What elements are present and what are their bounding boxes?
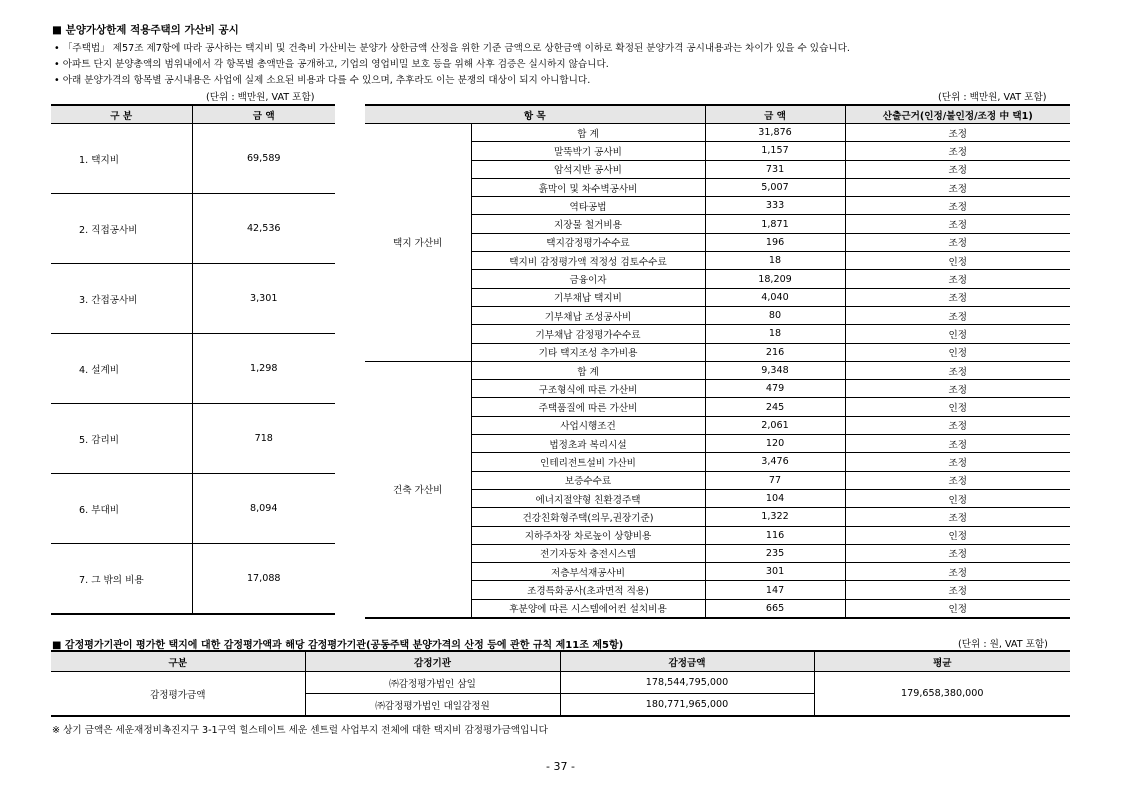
table-row	[365, 416, 1070, 434]
table-row	[365, 270, 1070, 288]
table-row	[365, 197, 1070, 215]
item-name: 말뚝박기 공사비	[471, 142, 705, 160]
appraisal-label: 감정평가금액	[51, 672, 305, 717]
item-basis: 인정	[845, 343, 1070, 361]
section-title: ■ 분양가상한제 적용주택의 가산비 공시	[52, 24, 239, 36]
item-basis: 조정	[845, 197, 1070, 215]
table-row	[365, 526, 1070, 544]
table-row	[365, 489, 1070, 507]
header-amount: 금 액	[705, 105, 845, 124]
row-label: 5. 감리비	[51, 404, 192, 474]
item-name: 구조형식에 따른 가산비	[471, 380, 705, 398]
table-row	[365, 563, 1070, 581]
item-amount: 731	[705, 160, 845, 178]
item-amount: 120	[705, 435, 845, 453]
bullet-3: • 아래 분양가격의 항목별 공시내용은 사업에 실제 소요된 비용과 다를 수 있으며, 추후라도 이는 분쟁의 대상이 되지 아니합니다.	[54, 75, 591, 86]
item-amount: 104	[705, 489, 845, 507]
item-amount: 116	[705, 526, 845, 544]
appraisal-unit-label: (단위 : 원, VAT 포함)	[958, 639, 1048, 650]
table-row	[365, 453, 1070, 471]
item-amount: 479	[705, 380, 845, 398]
item-name: 암석지반 공사비	[471, 160, 705, 178]
table-row	[365, 343, 1070, 361]
right-unit-label: (단위 : 백만원, VAT 포함)	[938, 92, 1047, 103]
item-name: 역타공법	[471, 197, 705, 215]
item-name: 건강친화형주택(의무,권장기준)	[471, 508, 705, 526]
table-row	[51, 404, 335, 474]
item-amount: 196	[705, 233, 845, 251]
footnote: ※ 상기 금액은 세운재정비촉진지구 3-1구역 힐스테이트 세운 센트럴 사업부지 전체에 대한 택지비 감정평가금액입니다	[52, 725, 548, 736]
table-row	[365, 306, 1070, 324]
appraised-amount: 178,544,795,000	[560, 672, 814, 694]
table-row	[365, 508, 1070, 526]
row-label: 1. 택지비	[51, 124, 192, 194]
item-basis: 조정	[845, 160, 1070, 178]
table-row	[365, 325, 1070, 343]
item-name: 전기자동차 충전시스템	[471, 544, 705, 562]
item-name: 합 계	[471, 124, 705, 142]
item-name: 합 계	[471, 361, 705, 379]
appraised-amount: 180,771,965,000	[560, 694, 814, 717]
item-name: 지장물 철거비용	[471, 215, 705, 233]
item-basis: 조정	[845, 380, 1070, 398]
table-row	[365, 544, 1070, 562]
item-amount: 2,061	[705, 416, 845, 434]
item-amount: 665	[705, 599, 845, 618]
header-basis: 산출근거(인정/불인정/조정 中 택1)	[845, 105, 1070, 124]
item-amount: 4,040	[705, 288, 845, 306]
item-amount: 9,348	[705, 361, 845, 379]
item-name: 조경특화공사(초과면적 적용)	[471, 581, 705, 599]
table-row	[365, 471, 1070, 489]
item-name: 지하주차장 차로높이 상향비용	[471, 526, 705, 544]
appraisal-title: ■ 감정평가기관이 평가한 택지에 대한 감정평가액과 해당 감정평가기관(공동주택 분양가격의 산정 등에 관한 규칙 제11조 제5항)	[52, 640, 624, 651]
item-basis: 조정	[845, 288, 1070, 306]
item-basis: 조정	[845, 124, 1070, 142]
item-amount: 5,007	[705, 178, 845, 196]
item-basis: 조정	[845, 563, 1070, 581]
item-basis: 인정	[845, 252, 1070, 270]
table-row	[365, 398, 1070, 416]
appraisal-table	[51, 650, 1070, 717]
agency-name: ㈜감정평가법인 삼일	[305, 672, 560, 694]
row-label: 4. 설계비	[51, 334, 192, 404]
item-amount: 235	[705, 544, 845, 562]
item-name: 택지비 감정평가액 적정성 검토수수료	[471, 252, 705, 270]
table-row	[365, 599, 1070, 618]
item-name: 주택품질에 따른 가산비	[471, 398, 705, 416]
cost-summary-table	[51, 104, 335, 615]
item-amount: 1,871	[705, 215, 845, 233]
category-label: 택지 가산비	[365, 124, 471, 362]
table-row	[365, 380, 1070, 398]
table-row	[51, 334, 335, 404]
item-amount: 18	[705, 252, 845, 270]
item-amount: 18,209	[705, 270, 845, 288]
item-basis: 조정	[845, 416, 1070, 434]
item-amount: 31,876	[705, 124, 845, 142]
table-row	[51, 124, 335, 194]
item-basis: 조정	[845, 361, 1070, 379]
table-row	[365, 361, 1070, 379]
item-amount: 18	[705, 325, 845, 343]
item-name: 기부채납 감정평가수수료	[471, 325, 705, 343]
item-basis: 조정	[845, 270, 1070, 288]
row-amount: 17,088	[246, 573, 281, 584]
item-amount: 216	[705, 343, 845, 361]
item-name: 저층부석재공사비	[471, 563, 705, 581]
item-name: 기타 택지조성 추가비용	[471, 343, 705, 361]
table-row	[51, 194, 335, 264]
header-average: 평균	[814, 651, 1070, 672]
item-name: 인테리전트설비 가산비	[471, 453, 705, 471]
bullet-1: • 「주택법」 제57조 제7항에 따라 공사하는 택지비 및 건축비 가산비는 분양가 상한금액 산정을 위한 기준 금액으로 상한금액 이하로 확정된 분양가격 공시내용과는 차이가 있을 수 있습니다.	[54, 43, 850, 54]
item-basis: 조정	[845, 508, 1070, 526]
table-row	[365, 178, 1070, 196]
header-type: 구분	[51, 651, 305, 672]
item-basis: 인정	[845, 489, 1070, 507]
header-agency: 감정기관	[305, 651, 560, 672]
item-basis: 조정	[845, 435, 1070, 453]
table-row	[51, 544, 335, 615]
item-amount: 80	[705, 306, 845, 324]
item-amount: 77	[705, 471, 845, 489]
item-name: 택지감정평가수수료	[471, 233, 705, 251]
table-row	[365, 233, 1070, 251]
header-item: 항 목	[365, 105, 705, 124]
item-name: 기부채납 택지비	[471, 288, 705, 306]
table-row	[365, 288, 1070, 306]
table-row	[365, 160, 1070, 178]
page-number: - 37 -	[546, 760, 575, 773]
row-amount: 8,094	[192, 474, 335, 544]
table-row	[51, 264, 335, 334]
item-basis: 인정	[845, 599, 1070, 618]
bullet-2: • 아파트 단지 분양총액의 범위내에서 각 항목별 총액만을 공개하고, 기업의 영업비밀 보호 등을 위해 사후 검증은 실시하지 않습니다.	[54, 59, 609, 70]
row-label: 3. 간접공사비	[51, 264, 192, 334]
item-amount: 333	[705, 197, 845, 215]
item-name: 보증수수료	[471, 471, 705, 489]
table-row	[365, 252, 1070, 270]
item-name: 흙막이 및 차수벽공사비	[471, 178, 705, 196]
table-row	[51, 474, 335, 544]
item-amount: 1,322	[705, 508, 845, 526]
item-amount: 147	[705, 581, 845, 599]
table-row	[365, 124, 1070, 142]
item-name: 후분양에 따른 시스템에어컨 설치비용	[471, 599, 705, 618]
item-basis: 조정	[845, 453, 1070, 471]
row-amount: 3,301	[192, 264, 335, 334]
item-name: 에너지절약형 친환경주택	[471, 489, 705, 507]
item-basis: 조정	[845, 178, 1070, 196]
item-basis: 조정	[845, 233, 1070, 251]
table-row	[365, 435, 1070, 453]
item-amount: 245	[705, 398, 845, 416]
item-basis: 조정	[845, 142, 1070, 160]
item-basis: 인정	[845, 526, 1070, 544]
table-row	[365, 215, 1070, 233]
item-basis: 조정	[845, 306, 1070, 324]
item-amount: 301	[705, 563, 845, 581]
item-name: 금융이자	[471, 270, 705, 288]
row-label: 6. 부대비	[51, 474, 192, 544]
item-basis: 인정	[845, 398, 1070, 416]
item-amount: 3,476	[705, 453, 845, 471]
row-label: 2. 직접공사비	[51, 194, 192, 264]
agency-name: ㈜감정평가법인 대일감정원	[305, 694, 560, 717]
item-basis: 인정	[845, 325, 1070, 343]
row-amount: 718	[192, 404, 335, 474]
header-appraised-amount: 감정금액	[560, 651, 814, 672]
item-amount: 1,157	[705, 142, 845, 160]
left-unit-label: (단위 : 백만원, VAT 포함)	[206, 92, 315, 103]
item-basis: 조정	[845, 544, 1070, 562]
average-amount: 179,658,380,000	[814, 672, 1070, 717]
item-name: 법정초과 복리시설	[471, 435, 705, 453]
item-name: 기부채납 조성공사비	[471, 306, 705, 324]
item-basis: 조정	[845, 215, 1070, 233]
row-amount: 42,536	[192, 194, 335, 264]
row-amount: 69,589	[192, 124, 335, 194]
surcharge-detail-table	[365, 104, 1070, 619]
table-row	[365, 142, 1070, 160]
header-category: 구 분	[51, 105, 192, 124]
row-amount: 1,298	[192, 334, 335, 404]
header-amount: 금 액	[192, 105, 335, 124]
item-name: 사업시행조건	[471, 416, 705, 434]
item-basis: 조정	[845, 471, 1070, 489]
item-basis: 조정	[845, 581, 1070, 599]
row-label: 7. 그 밖의 비용	[51, 544, 192, 615]
table-row	[51, 672, 1070, 694]
table-row	[365, 581, 1070, 599]
category-label: 건축 가산비	[393, 485, 443, 497]
